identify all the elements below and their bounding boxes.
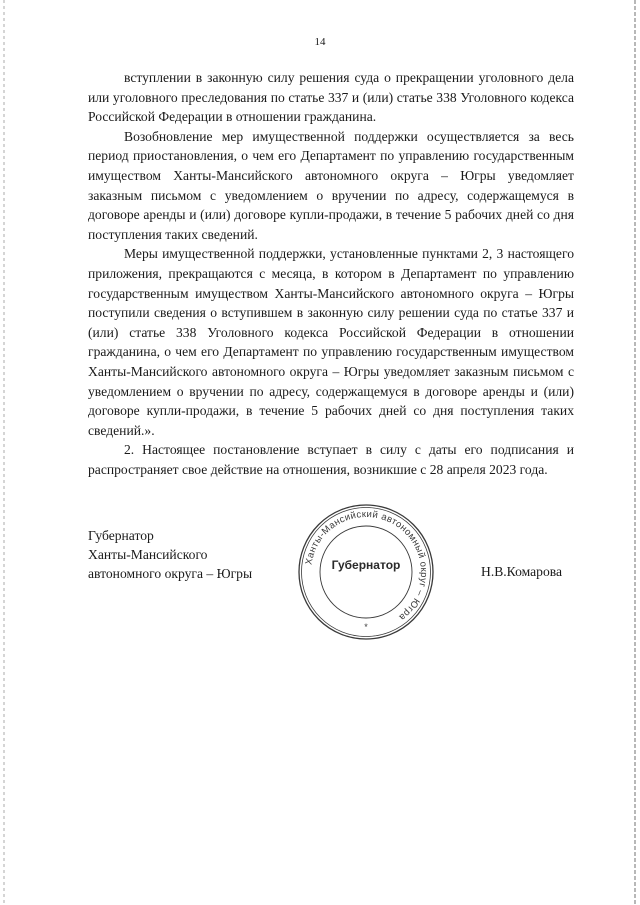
paragraph-2: Возобновление мер имущественной поддержки осуществляется за весь период приостановления, о чем его Департамент по управлению государственным имуществом Ханты-Мансийского автономного округа – Югры уведомляет заказным письмом с уведомлением о вручении по адресу, содержащемуся в договоре аренды и (или) договоре купли-продажи, в течение 5 рабочих дней со дня поступления таких сведений. [88, 128, 574, 242]
scan-edge-left [3, 0, 5, 905]
scan-edge-right [634, 0, 636, 905]
paragraph-1: вступлении в законную силу решения суда о прекращении уголовного дела или уголовного преследования по статье 337 и (или) статье 338 Уголовного кодекса Российской Федерации в отношении гражданина. [88, 70, 574, 125]
document-body [88, 68, 574, 479]
seal-star: * [364, 622, 368, 632]
seal-outer-ring [299, 505, 433, 639]
signature-title-line-1: Губернатор [88, 528, 154, 543]
paragraph-4: 2. Настоящее постановление вступает в силу с даты его подписания и распространяет свое действие на отношения, возникшие с 28 апреля 2023 года. [88, 442, 574, 477]
official-seal [296, 502, 436, 642]
seal-ring-text: Ханты-Мансийский автономный округ – Югра [303, 508, 430, 623]
signer-name: Н.В.Комарова [481, 564, 563, 579]
page-number: 14 [314, 36, 326, 48]
seal-outer-ring-inner [302, 508, 431, 637]
signature-title-line-2: Ханты-Мансийского [88, 547, 208, 562]
signature-title-line-3: автономного округа – Югры [88, 566, 253, 581]
seal-center-text: Губернатор [331, 558, 401, 572]
paragraph-3: Меры имущественной поддержки, установленные пунктами 2, 3 настоящего приложения, прекращаются с месяца, в котором в Департамент по управлению государственным имуществом Ханты-Мансийского автономного округа – Югры поступили сведения о вступившем в законную силу решении суда по статье 337 и (или) статье 338 Уголовного кодекса Российской Федерации в отношении гражданина, о чем его Департамент по управлению государственным имуществом Ханты-Мансийского автономного округа – Югры уведомляет заказным письмом с уведомлением о вручении по адресу, содержащемуся в договоре аренды и (или) договоре купли-продажи, в течение 5 рабочих дней со дня поступления таких сведений.». [88, 246, 574, 438]
signature-title-block [88, 526, 252, 583]
seal-inner-ring [320, 526, 412, 618]
